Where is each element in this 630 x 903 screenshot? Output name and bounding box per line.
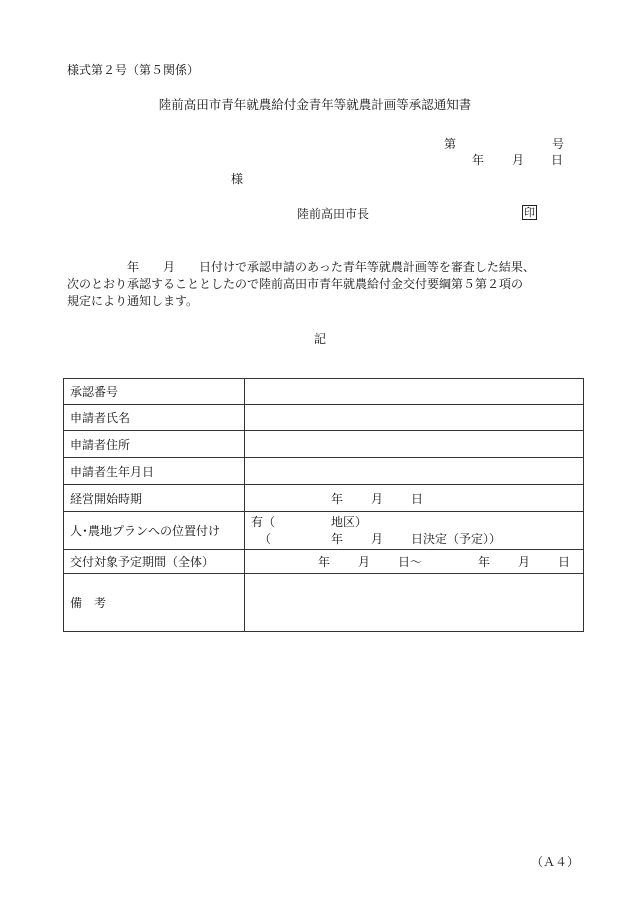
table-row — [64, 512, 584, 550]
table-row — [64, 379, 584, 405]
business-start-label: 経営開始時期 — [64, 485, 245, 512]
approval-details-table — [63, 378, 584, 632]
year-mark: 年 — [331, 492, 344, 506]
notice-body — [67, 259, 587, 310]
date-month: 月 — [512, 153, 525, 167]
remarks-value — [245, 574, 584, 632]
month-mark: 月 — [371, 532, 384, 546]
business-start-value — [245, 485, 584, 512]
table-row — [64, 574, 584, 632]
month-mark: 月 — [358, 555, 371, 569]
date-day: 日 — [551, 153, 564, 167]
decision-open: （ — [259, 532, 272, 546]
paper-size-label: （Ａ４） — [531, 855, 580, 869]
approval-number-label: 承認番号 — [64, 379, 245, 405]
table-row — [64, 405, 584, 431]
number-suffix: 号 — [552, 137, 565, 151]
applicant-birthdate-label: 申請者生年月日 — [64, 458, 245, 485]
remarks-label: 備 考 — [64, 574, 245, 632]
body-line: 規定により通知します。 — [67, 294, 199, 308]
approval-number-value — [245, 379, 584, 405]
seal-mark: 印 — [524, 206, 535, 219]
table-row — [64, 431, 584, 458]
applicant-address-label: 申請者住所 — [64, 431, 245, 458]
table-row — [64, 458, 584, 485]
day-mark: 日 — [411, 492, 424, 506]
plan-yes-open: 有（ — [251, 515, 276, 529]
year-mark: 年 — [318, 555, 331, 569]
year-mark: 年 — [478, 555, 491, 569]
day-start-mark: 日～ — [398, 555, 423, 569]
year-mark: 年 — [331, 532, 344, 546]
applicant-name-value — [245, 405, 584, 431]
document-title: 陸前高田市青年就農給付金青年等就農計画等承認通知書 — [158, 97, 472, 112]
table-row — [64, 550, 584, 574]
form-number-label: 様式第２号（第５関係） — [67, 63, 200, 77]
month-mark: 月 — [518, 555, 531, 569]
plan-position-value — [245, 512, 584, 550]
plan-position-label: 人･農地プランへの位置付け — [64, 512, 245, 550]
body-line: 年 月 日付けで承認申請のあった青年等就農計画等を審査した結果、 — [67, 260, 535, 274]
month-mark: 月 — [371, 492, 384, 506]
grant-period-value — [245, 550, 584, 574]
district-label: 地区） — [331, 515, 368, 529]
body-line: 次のとおり承認することとしたので陸前高田市青年就農給付金交付要綱第５第２項の — [67, 277, 524, 291]
decision-text: 日決定（予定）） — [411, 532, 502, 546]
grant-period-label: 交付対象予定期間（全体） — [64, 550, 245, 574]
applicant-address-value — [245, 431, 584, 458]
addressee-suffix: 様 — [231, 172, 244, 186]
number-prefix: 第 — [444, 137, 457, 151]
date-year: 年 — [472, 153, 485, 167]
issuer-name: 陸前高田市長 — [297, 207, 370, 221]
table-row — [64, 485, 584, 512]
ki-heading: 記 — [313, 332, 326, 346]
day-mark: 日 — [558, 555, 571, 569]
applicant-birthdate-value — [245, 458, 584, 485]
applicant-name-label: 申請者氏名 — [64, 405, 245, 431]
